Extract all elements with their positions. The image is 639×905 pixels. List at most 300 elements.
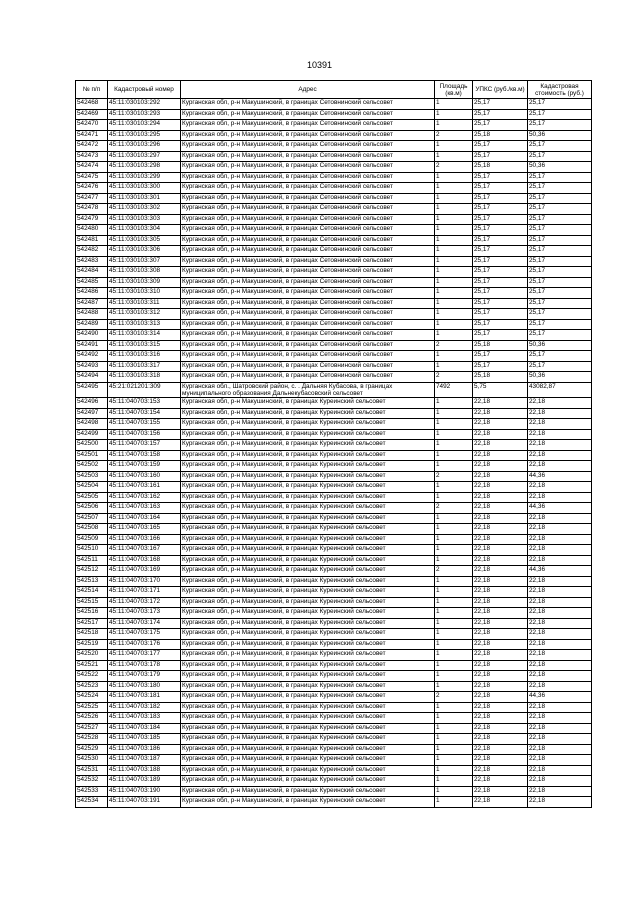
address: Курганская обл, р-н Макушинский, в границах Куреинский сельсовет <box>181 744 435 755</box>
row-num: 542529 <box>76 744 108 755</box>
cadastral-number: 45:11:040703:160 <box>108 471 181 482</box>
area: 1 <box>435 681 473 692</box>
cadastral-value: 22,18 <box>528 597 592 608</box>
area: 2 <box>435 372 473 383</box>
cadastral-value: 22,18 <box>528 755 592 766</box>
cadastral-value: 22,18 <box>528 524 592 535</box>
address: Курганская обл, р-н Макушинский, в границах Сетовнинский сельсовет <box>181 319 435 330</box>
cadastral-value: 25,17 <box>528 214 592 225</box>
row-num: 542491 <box>76 340 108 351</box>
cadastral-number: 45:11:040703:156 <box>108 429 181 440</box>
table-row <box>76 723 592 734</box>
row-num: 542494 <box>76 372 108 383</box>
address: Курганская обл, р-н Макушинский, в границах Сетовнинский сельсовет <box>181 99 435 110</box>
area: 1 <box>435 734 473 745</box>
area: 1 <box>435 534 473 545</box>
cadastral-number: 45:11:030103:304 <box>108 225 181 236</box>
table-row <box>76 429 592 440</box>
area: 1 <box>435 639 473 650</box>
cadastral-value: 25,17 <box>528 309 592 320</box>
area: 1 <box>435 713 473 724</box>
cadastral-value: 22,18 <box>528 587 592 598</box>
row-num: 542507 <box>76 513 108 524</box>
row-num: 542474 <box>76 162 108 173</box>
upks: 25,17 <box>473 246 528 257</box>
cadastral-value: 25,17 <box>528 277 592 288</box>
address: Курганская обл, р-н Макушинский, в границах Куреинский сельсовет <box>181 702 435 713</box>
cadastral-value: 44,36 <box>528 692 592 703</box>
area: 1 <box>435 744 473 755</box>
row-num: 542495 <box>76 382 108 398</box>
cadastral-number: 45:11:040703:180 <box>108 681 181 692</box>
row-num: 542483 <box>76 256 108 267</box>
cadastral-number: 45:11:040703:171 <box>108 587 181 598</box>
cadastral-number: 45:11:040703:162 <box>108 492 181 503</box>
cadastral-number: 45:11:040703:185 <box>108 734 181 745</box>
row-num: 542502 <box>76 461 108 472</box>
address: Курганская обл, р-н Макушинский, в границах Сетовнинский сельсовет <box>181 120 435 131</box>
table-row <box>76 408 592 419</box>
upks: 22,18 <box>473 524 528 535</box>
upks: 22,18 <box>473 650 528 661</box>
row-num: 542499 <box>76 429 108 440</box>
cadastral-value: 22,18 <box>528 492 592 503</box>
area: 2 <box>435 566 473 577</box>
area: 1 <box>435 671 473 682</box>
cadastral-number: 45:11:040703:187 <box>108 755 181 766</box>
upks: 22,18 <box>473 797 528 808</box>
area: 1 <box>435 555 473 566</box>
row-num: 542509 <box>76 534 108 545</box>
upks: 25,17 <box>473 288 528 299</box>
table-row <box>76 744 592 755</box>
address: Курганская обл, р-н Макушинский, в границах Куреинский сельсовет <box>181 513 435 524</box>
area: 1 <box>435 298 473 309</box>
address: Курганская обл, р-н Макушинский, в границах Сетовнинский сельсовет <box>181 193 435 204</box>
table-row <box>76 450 592 461</box>
area: 1 <box>435 524 473 535</box>
address: Курганская обл., Шатровский район, с. . Дальняя Кубасова, в границах муниципального образования Дальнекубасовский сельсовет <box>181 382 435 398</box>
row-num: 542510 <box>76 545 108 556</box>
row-num: 542503 <box>76 471 108 482</box>
cadastral-number: 45:11:040703:173 <box>108 608 181 619</box>
cadastral-value: 25,17 <box>528 172 592 183</box>
address: Курганская обл, р-н Макушинский, в границах Куреинский сельсовет <box>181 723 435 734</box>
cadastral-number: 45:11:040703:176 <box>108 639 181 650</box>
table-row <box>76 141 592 152</box>
area: 1 <box>435 256 473 267</box>
row-num: 542482 <box>76 246 108 257</box>
area: 1 <box>435 797 473 808</box>
address: Курганская обл, р-н Макушинский, в границах Сетовнинский сельсовет <box>181 298 435 309</box>
table-row <box>76 797 592 808</box>
table-row <box>76 471 592 482</box>
table-row <box>76 440 592 451</box>
cadastral-value: 25,17 <box>528 361 592 372</box>
table-row <box>76 618 592 629</box>
cadastral-value: 50,36 <box>528 372 592 383</box>
upks: 22,18 <box>473 744 528 755</box>
row-num: 542534 <box>76 797 108 808</box>
table-row <box>76 162 592 173</box>
table-row <box>76 524 592 535</box>
address: Курганская обл, р-н Макушинский, в границах Куреинский сельсовет <box>181 419 435 430</box>
cadastral-value: 22,18 <box>528 482 592 493</box>
address: Курганская обл, р-н Макушинский, в границах Сетовнинский сельсовет <box>181 309 435 320</box>
area: 1 <box>435 450 473 461</box>
upks: 22,18 <box>473 408 528 419</box>
upks: 25,17 <box>473 267 528 278</box>
table-row <box>76 639 592 650</box>
address: Курганская обл, р-н Макушинский, в границах Куреинский сельсовет <box>181 692 435 703</box>
area: 1 <box>435 361 473 372</box>
address: Курганская обл, р-н Макушинский, в границах Сетовнинский сельсовет <box>181 256 435 267</box>
row-num: 542468 <box>76 99 108 110</box>
cadastral-number: 45:11:030103:314 <box>108 330 181 341</box>
header-value: Кадастровая стоимость (руб.) <box>528 81 592 99</box>
upks: 22,18 <box>473 734 528 745</box>
table-row <box>76 660 592 671</box>
cadastral-value: 44,36 <box>528 471 592 482</box>
upks: 25,17 <box>473 225 528 236</box>
area: 2 <box>435 503 473 514</box>
table-row <box>76 246 592 257</box>
row-num: 542473 <box>76 151 108 162</box>
cadastral-number: 45:11:030103:293 <box>108 109 181 120</box>
table-row <box>76 361 592 372</box>
cadastral-value: 25,17 <box>528 151 592 162</box>
address: Курганская обл, р-н Макушинский, в границах Куреинский сельсовет <box>181 398 435 409</box>
address: Курганская обл, р-н Макушинский, в границах Куреинский сельсовет <box>181 461 435 472</box>
address: Курганская обл, р-н Макушинский, в границах Сетовнинский сельсовет <box>181 109 435 120</box>
upks: 25,17 <box>473 193 528 204</box>
cadastral-number: 45:11:040703:183 <box>108 713 181 724</box>
row-num: 542486 <box>76 288 108 299</box>
cadastral-value: 22,18 <box>528 776 592 787</box>
table-row <box>76 629 592 640</box>
cadastral-number: 45:11:030103:313 <box>108 319 181 330</box>
upks: 22,18 <box>473 576 528 587</box>
address: Курганская обл, р-н Макушинский, в границах Куреинский сельсовет <box>181 618 435 629</box>
cadastral-number: 45:11:040703:178 <box>108 660 181 671</box>
cadastral-number: 45:11:030103:295 <box>108 130 181 141</box>
area: 1 <box>435 99 473 110</box>
upks: 22,18 <box>473 755 528 766</box>
area: 1 <box>435 288 473 299</box>
upks: 25,17 <box>473 351 528 362</box>
address: Курганская обл, р-н Макушинский, в границах Сетовнинский сельсовет <box>181 151 435 162</box>
upks: 25,17 <box>473 109 528 120</box>
cadastral-number: 45:11:030103:302 <box>108 204 181 215</box>
address: Курганская обл, р-н Макушинский, в границах Куреинский сельсовет <box>181 713 435 724</box>
cadastral-number: 45:11:030103:306 <box>108 246 181 257</box>
cadastral-number: 45:21:021201:309 <box>108 382 181 398</box>
area: 1 <box>435 440 473 451</box>
cadastral-value: 25,17 <box>528 99 592 110</box>
cadastral-value: 25,17 <box>528 109 592 120</box>
area: 1 <box>435 419 473 430</box>
cadastral-value: 22,18 <box>528 618 592 629</box>
row-num: 542478 <box>76 204 108 215</box>
row-num: 542490 <box>76 330 108 341</box>
area: 1 <box>435 172 473 183</box>
cadastral-number: 45:11:040703:157 <box>108 440 181 451</box>
upks: 22,18 <box>473 492 528 503</box>
table-row <box>76 109 592 120</box>
cadastral-number: 45:11:030103:316 <box>108 351 181 362</box>
area: 1 <box>435 702 473 713</box>
table-row <box>76 382 592 398</box>
table-row <box>76 587 592 598</box>
table-row <box>76 288 592 299</box>
area: 1 <box>435 765 473 776</box>
cadastral-number: 45:11:040703:164 <box>108 513 181 524</box>
row-num: 542480 <box>76 225 108 236</box>
table-row <box>76 172 592 183</box>
address: Курганская обл, р-н Макушинский, в границах Сетовнинский сельсовет <box>181 141 435 152</box>
area: 1 <box>435 608 473 619</box>
cadastral-value: 25,17 <box>528 225 592 236</box>
cadastral-value: 25,17 <box>528 256 592 267</box>
cadastral-value: 25,17 <box>528 288 592 299</box>
upks: 22,18 <box>473 597 528 608</box>
upks: 22,18 <box>473 786 528 797</box>
cadastral-number: 45:11:030103:318 <box>108 372 181 383</box>
table-row <box>76 319 592 330</box>
cadastral-number: 45:11:040703:177 <box>108 650 181 661</box>
area: 1 <box>435 109 473 120</box>
cadastral-value: 22,18 <box>528 702 592 713</box>
address: Курганская обл, р-н Макушинский, в границах Сетовнинский сельсовет <box>181 267 435 278</box>
row-num: 542533 <box>76 786 108 797</box>
area: 2 <box>435 471 473 482</box>
cadastral-value: 22,18 <box>528 681 592 692</box>
cadastral-value: 25,17 <box>528 183 592 194</box>
area: 1 <box>435 183 473 194</box>
cadastral-value: 22,18 <box>528 429 592 440</box>
cadastral-value: 25,17 <box>528 193 592 204</box>
row-num: 542532 <box>76 776 108 787</box>
table-row <box>76 372 592 383</box>
cadastral-table <box>75 80 592 808</box>
row-num: 542489 <box>76 319 108 330</box>
table-row <box>76 214 592 225</box>
upks: 22,18 <box>473 513 528 524</box>
cadastral-number: 45:11:030103:310 <box>108 288 181 299</box>
row-num: 542481 <box>76 235 108 246</box>
upks: 22,18 <box>473 618 528 629</box>
cadastral-number: 45:11:040703:154 <box>108 408 181 419</box>
table-row <box>76 482 592 493</box>
row-num: 542469 <box>76 109 108 120</box>
cadastral-number: 45:11:030103:296 <box>108 141 181 152</box>
cadastral-number: 45:11:040703:161 <box>108 482 181 493</box>
table-row <box>76 419 592 430</box>
table-row <box>76 555 592 566</box>
cadastral-value: 22,18 <box>528 534 592 545</box>
row-num: 542470 <box>76 120 108 131</box>
page-number: 10391 <box>306 60 333 70</box>
cadastral-number: 45:11:040703:170 <box>108 576 181 587</box>
row-num: 542500 <box>76 440 108 451</box>
cadastral-number: 45:11:030103:305 <box>108 235 181 246</box>
area: 1 <box>435 214 473 225</box>
upks: 25,17 <box>473 256 528 267</box>
address: Курганская обл, р-н Макушинский, в границах Куреинский сельсовет <box>181 566 435 577</box>
upks: 22,18 <box>473 660 528 671</box>
cadastral-number: 45:11:040703:159 <box>108 461 181 472</box>
cadastral-value: 22,18 <box>528 440 592 451</box>
area: 1 <box>435 225 473 236</box>
upks: 22,18 <box>473 471 528 482</box>
table-row <box>76 755 592 766</box>
row-num: 542485 <box>76 277 108 288</box>
row-num: 542504 <box>76 482 108 493</box>
area: 1 <box>435 461 473 472</box>
table-row <box>76 351 592 362</box>
upks: 22,18 <box>473 440 528 451</box>
upks: 25,17 <box>473 298 528 309</box>
row-num: 542501 <box>76 450 108 461</box>
row-num: 542526 <box>76 713 108 724</box>
cadastral-value: 22,18 <box>528 408 592 419</box>
upks: 22,18 <box>473 450 528 461</box>
cadastral-number: 45:11:040703:189 <box>108 776 181 787</box>
cadastral-value: 22,18 <box>528 608 592 619</box>
upks: 25,17 <box>473 214 528 225</box>
row-num: 542476 <box>76 183 108 194</box>
address: Курганская обл, р-н Макушинский, в границах Сетовнинский сельсовет <box>181 130 435 141</box>
table-row <box>76 99 592 110</box>
table-row <box>76 534 592 545</box>
table-row <box>76 566 592 577</box>
upks: 22,18 <box>473 587 528 598</box>
cadastral-value: 43082,87 <box>528 382 592 398</box>
cadastral-number: 45:11:030103:294 <box>108 120 181 131</box>
area: 1 <box>435 723 473 734</box>
header-area: Площадь (кв.м) <box>435 81 473 99</box>
row-num: 542517 <box>76 618 108 629</box>
row-num: 542516 <box>76 608 108 619</box>
upks: 25,17 <box>473 330 528 341</box>
address: Курганская обл, р-н Макушинский, в границах Куреинский сельсовет <box>181 681 435 692</box>
cadastral-value: 22,18 <box>528 398 592 409</box>
area: 1 <box>435 545 473 556</box>
table-row <box>76 340 592 351</box>
upks: 25,17 <box>473 277 528 288</box>
area: 1 <box>435 330 473 341</box>
upks: 22,18 <box>473 671 528 682</box>
table-header-row <box>76 81 592 99</box>
area: 2 <box>435 692 473 703</box>
row-num: 542514 <box>76 587 108 598</box>
table-row <box>76 151 592 162</box>
area: 1 <box>435 482 473 493</box>
upks: 22,18 <box>473 398 528 409</box>
address: Курганская обл, р-н Макушинский, в границах Куреинский сельсовет <box>181 492 435 503</box>
cadastral-value: 22,18 <box>528 545 592 556</box>
table-row <box>76 776 592 787</box>
cadastral-value: 22,18 <box>528 419 592 430</box>
area: 1 <box>435 309 473 320</box>
cadastral-value: 50,36 <box>528 162 592 173</box>
row-num: 542475 <box>76 172 108 183</box>
table-row <box>76 130 592 141</box>
area: 1 <box>435 351 473 362</box>
address: Курганская обл, р-н Макушинский, в границах Куреинский сельсовет <box>181 503 435 514</box>
row-num: 542525 <box>76 702 108 713</box>
address: Курганская обл, р-н Макушинский, в границах Сетовнинский сельсовет <box>181 277 435 288</box>
table-row <box>76 513 592 524</box>
cadastral-number: 45:11:030103:297 <box>108 151 181 162</box>
cadastral-number: 45:11:030103:308 <box>108 267 181 278</box>
row-num: 542530 <box>76 755 108 766</box>
cadastral-value: 25,17 <box>528 351 592 362</box>
upks: 25,17 <box>473 235 528 246</box>
address: Курганская обл, р-н Макушинский, в границах Сетовнинский сельсовет <box>181 361 435 372</box>
cadastral-number: 45:11:030103:303 <box>108 214 181 225</box>
cadastral-value: 25,17 <box>528 330 592 341</box>
address: Курганская обл, р-н Макушинский, в границах Куреинский сельсовет <box>181 597 435 608</box>
table-row <box>76 713 592 724</box>
header-num: № п/п <box>76 81 108 99</box>
upks: 22,18 <box>473 566 528 577</box>
upks: 25,17 <box>473 172 528 183</box>
cadastral-value: 44,36 <box>528 566 592 577</box>
cadastral-value: 25,17 <box>528 141 592 152</box>
address: Курганская обл, р-н Макушинский, в границах Куреинский сельсовет <box>181 450 435 461</box>
table-row <box>76 193 592 204</box>
cadastral-number: 45:11:030103:298 <box>108 162 181 173</box>
table-row <box>76 120 592 131</box>
cadastral-number: 45:11:030103:299 <box>108 172 181 183</box>
area: 1 <box>435 492 473 503</box>
area: 1 <box>435 587 473 598</box>
address: Курганская обл, р-н Макушинский, в границах Куреинский сельсовет <box>181 776 435 787</box>
address: Курганская обл, р-н Макушинский, в границах Сетовнинский сельсовет <box>181 172 435 183</box>
address: Курганская обл, р-н Макушинский, в границах Сетовнинский сельсовет <box>181 330 435 341</box>
address: Курганская обл, р-н Макушинский, в границах Куреинский сельсовет <box>181 534 435 545</box>
cadastral-value: 22,18 <box>528 765 592 776</box>
header-cadastral: Кадастровый номер <box>108 81 181 99</box>
address: Курганская обл, р-н Макушинский, в границах Куреинский сельсовет <box>181 429 435 440</box>
cadastral-number: 45:11:040703:181 <box>108 692 181 703</box>
row-num: 542493 <box>76 361 108 372</box>
row-num: 542518 <box>76 629 108 640</box>
header-address: Адрес <box>181 81 435 99</box>
address: Курганская обл, р-н Макушинский, в границах Сетовнинский сельсовет <box>181 183 435 194</box>
cadastral-value: 25,17 <box>528 235 592 246</box>
upks: 25,17 <box>473 120 528 131</box>
table-row <box>76 277 592 288</box>
cadastral-value: 22,18 <box>528 713 592 724</box>
area: 1 <box>435 193 473 204</box>
cadastral-number: 45:11:040703:174 <box>108 618 181 629</box>
cadastral-number: 45:11:030103:301 <box>108 193 181 204</box>
address: Курганская обл, р-н Макушинский, в границах Куреинский сельсовет <box>181 639 435 650</box>
cadastral-value: 22,18 <box>528 797 592 808</box>
upks: 25,17 <box>473 141 528 152</box>
cadastral-number: 45:11:030103:317 <box>108 361 181 372</box>
cadastral-value: 25,17 <box>528 204 592 215</box>
area: 1 <box>435 120 473 131</box>
table-row <box>76 256 592 267</box>
upks: 22,18 <box>473 692 528 703</box>
row-num: 542531 <box>76 765 108 776</box>
cadastral-value: 22,18 <box>528 461 592 472</box>
table-row <box>76 492 592 503</box>
upks: 22,18 <box>473 765 528 776</box>
